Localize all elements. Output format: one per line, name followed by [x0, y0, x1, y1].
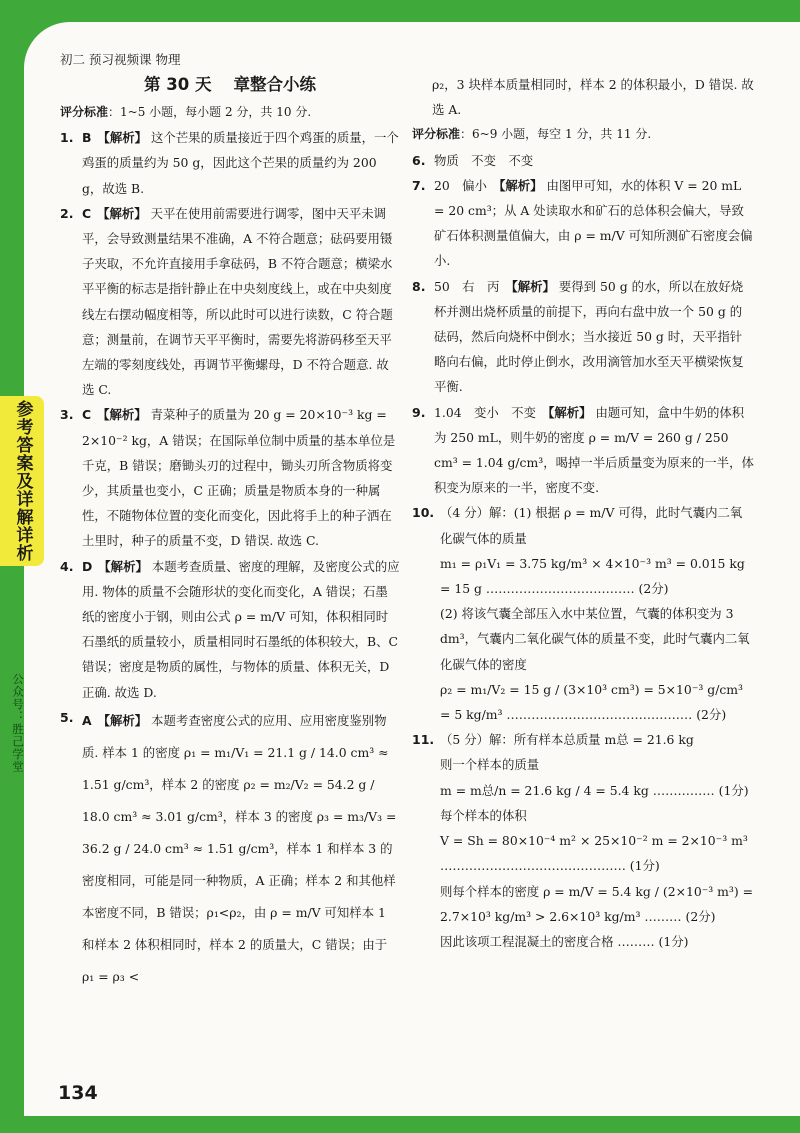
solution-line: (1) 根据 ρ = m/V 可得，此时气囊内二氧化碳气体的质量 — [440, 505, 743, 546]
solution-line: 则一个样本的质量 — [440, 757, 540, 773]
solution-line: 每个样本的体积 — [440, 807, 527, 823]
item-text: 本题考查质量、密度的理解，及密度公式的应用. 物体的质量不会随形状的变化而变化，A 错误；石墨纸的密度小于钢，则由公式 ρ = m/V 可知，体积相同时石墨纸的质量较小，质量相同时石墨纸的体积较大，B、C 错误；密度是物质的属性，与物体的质量、体积无关，D 正确. 故选 D. — [82, 558, 400, 700]
item-text: 本题考查密度公式的应用、应用密度鉴别物质. 样本 1 的密度 ρ₁ = m₁/V₁ = 21.1 g / 14.0 cm³ ≈ 1.51 g/cm³，样本 2 的密度 ρ₂ = m₂/V₂ = 54.2 g / 18.0 cm³ ≈ 3.01 g/cm³，样本 3 的密度 ρ₃ = m₃/V₃ = 36.2 g / 24.0 cm³ ≈ 1.51 g/cm³，样本 1 和样本 3 的密度相同，可能是同一种物质，A 正确；样本 2 和其他样本密度不同，B 错误；ρ₁<ρ₂，由 ρ = m/V 可知样本 1 和样本 2 体积相同时，样本 2 的质量大，C 错误；由于 ρ₁ = ρ₃ < — [82, 712, 397, 984]
item-number: 10. — [412, 505, 435, 521]
analysis-tag: 【解析】 — [97, 205, 147, 221]
analysis-tag: 【解析】 — [97, 407, 147, 423]
right-column — [412, 72, 754, 954]
analysis-tag: 【解析】 — [97, 130, 148, 146]
item-number: 8. — [412, 278, 426, 294]
page-title — [60, 72, 400, 98]
answer-item-6 — [412, 148, 754, 173]
item-number: 6. — [412, 152, 426, 168]
item-answer: 20 偏小 — [434, 177, 487, 193]
item-text: 要得到 50 g 的水，所以在放好烧杯并测出烧杯质量的前提下，再向右盘中放一个 50 g 的砝码，然后向烧杯中倒水；当水接近 50 g 时，天平指针略向右偏，此时停止倒水，改用滴管加水至天平横梁恢复平衡. — [434, 278, 744, 395]
item-number: 4. — [60, 558, 74, 574]
item-text: 天平在使用前需要进行调零，图中天平未调平，会导致测量结果不准确，A 不符合题意；砝码要用镊子夹取，不允许直接用手拿砝码，B 不符合题意；横梁水平平衡的标志是指针静止在中央刻度线上，或在中央刻度线左右摆动幅度相等，所以此时可以进行读数，C 符合题意；测量前，在调节天平平衡时，需要先将游码移至天平左端的零刻度线处，再调节平衡螺母，D 不符合题意. 故选 C. — [82, 205, 393, 398]
answer-item-7 — [412, 173, 754, 274]
solution-line: V = Sh = 80×10⁻⁴ m² × 25×10⁻² m = 2×10⁻³ m³ ……………………………………… (1分) — [440, 833, 748, 874]
scoring-label: 评分标准 — [412, 127, 461, 142]
item-number: 11. — [412, 732, 435, 748]
title-day: 第 30 天 — [144, 75, 212, 94]
analysis-tag: 【解析】 — [492, 177, 543, 193]
solution-line: m = m总/n = 21.6 kg / 4 = 5.4 kg …………… (1分) — [440, 782, 749, 798]
page-header: 初二 预习视频课 物理 — [60, 52, 181, 67]
answer-item-10 — [412, 500, 754, 727]
item-number: 2. — [60, 205, 74, 221]
item-answer: C — [82, 407, 92, 423]
scoring-standard-2 — [412, 122, 754, 147]
answers-side-tab: 参考答案及详解详析 — [0, 396, 44, 566]
analysis-tag: 【解析】 — [97, 712, 148, 728]
item-head: （5 分）解： — [440, 732, 514, 748]
analysis-tag: 【解析】 — [505, 278, 555, 294]
wechat-side-label: 公众号：胜己学堂 — [11, 673, 25, 773]
scoring-text: ：6~9 小题，每空 1 分，共 11 分. — [460, 127, 652, 142]
item-head: （4 分）解： — [440, 505, 514, 521]
solution-line: ρ₂ = m₁/V₂ = 15 g / (3×10³ cm³) = 5×10⁻³ g/cm³ = 5 kg/m³ ……………………………………… (2分) — [440, 681, 744, 723]
answer-item-5 — [60, 705, 400, 993]
item-answer: D — [82, 558, 93, 574]
title-name: 章整合小练 — [233, 75, 316, 94]
item-answer: C — [82, 205, 92, 221]
solution-line: m₁ = ρ₁V₁ = 3.75 kg/m³ × 4×10⁻³ m³ = 0.015 kg = 15 g ……………………………… (2分) — [440, 555, 745, 597]
solution-line: 所有样本总质量 m总 = 21.6 kg — [513, 732, 694, 748]
answer-item-8 — [412, 274, 754, 400]
item-number: 5. — [60, 709, 74, 725]
answer-item-1 — [60, 125, 400, 201]
analysis-tag: 【解析】 — [98, 558, 148, 574]
scoring-label: 评分标准 — [60, 105, 109, 119]
item-text: 物质 不变 不变 — [434, 152, 534, 168]
item-answer: 1.04 变小 不变 — [434, 404, 536, 420]
item-answer: 50 右 丙 — [434, 278, 500, 294]
page-number: 134 — [58, 1082, 98, 1104]
answer-item-11 — [412, 727, 754, 954]
item-number: 9. — [412, 404, 426, 420]
item-text: 由图甲可知，水的体积 V = 20 mL = 20 cm³；从 A 处读取水和矿石的总体积会偏大，导致矿石体积测量值偏大，由 ρ = m/V 可知所测矿石密度会偏小. — [434, 177, 753, 269]
solution-line: 因此该项工程混凝土的密度合格 ……… (1分) — [440, 933, 689, 949]
answer-item-4 — [60, 554, 400, 705]
item-text: 青菜种子的质量为 20 g = 20×10⁻³ kg = 2×10⁻² kg，A 错误；在国际单位制中质量的基本单位是千克，B 错误；磨锄头刃的过程中，锄头刃所含物质将变少，其质量也变小，C 正确；质量是物质本身的一种属性，不随物体位置的变化而变化，因此将手上的种子洒在土里时，种子的质量不变，D 错误. 故选 C. — [82, 407, 396, 549]
item-answer: A — [82, 712, 92, 728]
scoring-standard-1 — [60, 100, 400, 125]
item-text: 由题可知，盒中牛奶的体积为 250 mL，则牛奶的密度 ρ = m/V = 260 g / 250 cm³ = 1.04 g/cm³，喝掉一半后质量变为原来的一半，体积变为原来的一半，密度不变. — [434, 404, 754, 496]
answer-item-2 — [60, 201, 400, 403]
item-number: 7. — [412, 177, 426, 193]
left-column — [60, 72, 400, 993]
item-number: 3. — [60, 407, 74, 423]
answer-item-5-continued: ρ₂，3 块样本质量相同时，样本 2 的体积最小，D 错误. 故选 A. — [432, 77, 754, 118]
item-number: 1. — [60, 130, 74, 146]
item-answer: B — [82, 130, 92, 146]
analysis-tag: 【解析】 — [541, 404, 592, 420]
answer-item-3 — [60, 402, 400, 553]
scoring-text: ：1~5 小题，每小题 2 分，共 10 分. — [108, 105, 312, 119]
solution-line: (2) 将该气囊全部压入水中某位置，气囊的体积变为 3 dm³，气囊内二氧化碳气体的质量不变，此时气囊内二氧化碳气体的密度 — [440, 606, 750, 672]
item-text: 这个芒果的质量接近于四个鸡蛋的质量，一个鸡蛋的质量约为 50 g，因此这个芒果的质量约为 200 g，故选 B. — [82, 130, 399, 196]
solution-line: 则每个样本的密度 ρ = m/V = 5.4 kg / (2×10⁻³ m³) = 2.7×10³ kg/m³ > 2.6×10³ kg/m³ ……… (2分) — [440, 883, 754, 924]
answer-item-9 — [412, 400, 754, 501]
